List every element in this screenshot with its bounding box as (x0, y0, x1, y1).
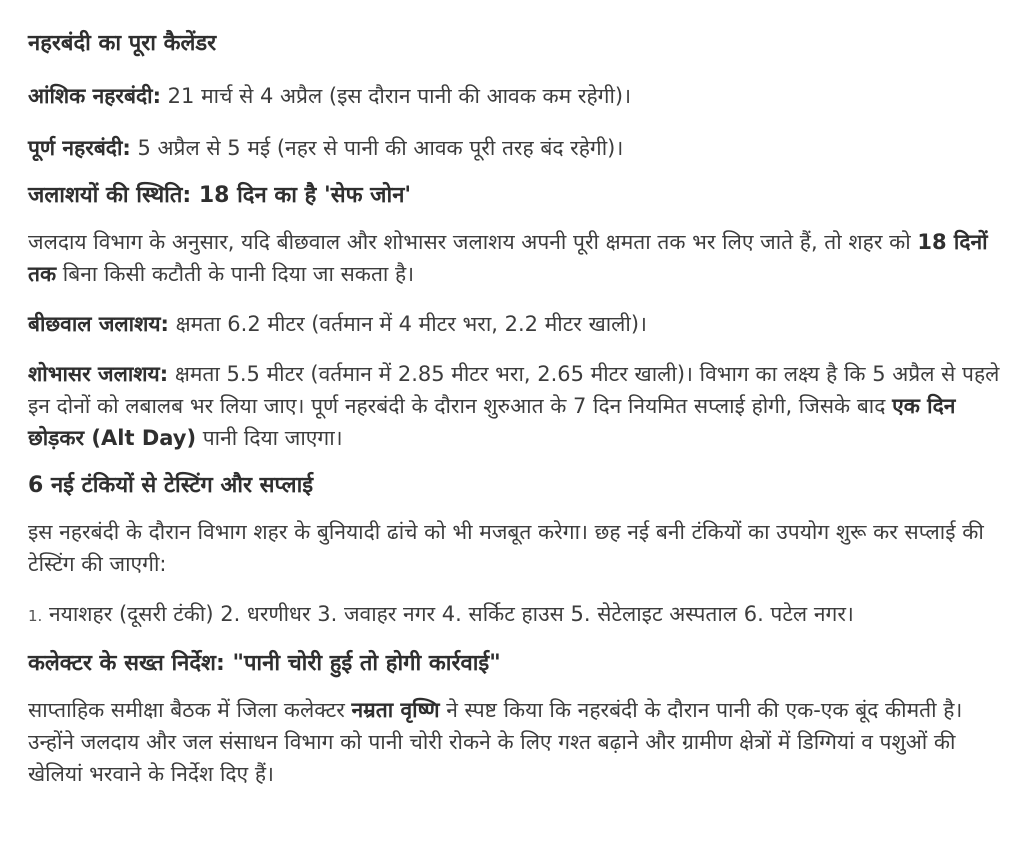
partial-closure-paragraph (28, 80, 1000, 112)
reservoir-text-start: जलदाय विभाग के अनुसार, यदि बीछवाल और शोभासर जलाशय अपनी पूरी क्षमता तक भर लिए जाते हैं, तो शहर को (28, 230, 918, 254)
article-body (28, 0, 1000, 790)
reservoir-paragraph (28, 226, 1000, 290)
heading-reservoir-status: जलाशयों की स्थिति: 18 दिन का है 'सेफ जोन' (28, 183, 412, 208)
bichhwal-text: क्षमता 6.2 मीटर (वर्तमान में 4 मीटर भरा, 2.2 मीटर खाली)। (168, 312, 648, 336)
bichhwal-label: बीछवाल जलाशय: (28, 312, 169, 336)
shobhasar-text-end: पानी दिया जाएगा। (196, 426, 343, 450)
shobhasar-label: शोभासर जलाशय: (28, 362, 169, 386)
collector-paragraph (28, 694, 1000, 790)
full-closure-label: पूर्ण नहरबंदी: (28, 136, 131, 160)
shobhasar-paragraph (28, 358, 1000, 454)
reservoir-text-end: बिना किसी कटौती के पानी दिया जा सकता है। (56, 262, 415, 286)
collector-text-end: ने स्पष्ट किया कि नहरबंदी के दौरान पानी की एक-एक बूंद कीमती है। उन्होंने जलदाय और जल संसाधन विभाग को पानी चोरी रोकने के लिए गश्त बढ़ाने और ग्रामीण क्षेत्रों में डिग्गियां व पशुओं की खेलियां भरवाने के निर्देश दिए हैं। (28, 698, 963, 786)
heading-collector-directive: कलेक्टर के सख्त निर्देश: "पानी चोरी हुई तो होगी कार्रवाई" (28, 651, 501, 676)
tanks-list-text: नयाशहर (दूसरी टंकी) 2. धरणीधर 3. जवाहर नगर 4. सर्किट हाउस 5. सेटेलाइट अस्पताल 6. पटेल नगर। (42, 602, 854, 626)
tanks-list-number: 1. (28, 607, 43, 625)
heading-canal-closure-calendar: नहरबंदी का पूरा कैलेंडर (28, 31, 217, 56)
collector-name-bold: नम्रता वृष्णि (351, 698, 440, 722)
tanks-paragraph: इस नहरबंदी के दौरान विभाग शहर के बुनियादी ढांचे को भी मजबूत करेगा। छह नई बनी टंकियों का उपयोग शुरू कर सप्लाई की टेस्टिंग की जाएगी: (28, 520, 984, 576)
partial-closure-text: 21 मार्च से 4 अप्रैल (इस दौरान पानी की आवक कम रहेगी)। (161, 84, 632, 108)
collector-text-start: साप्ताहिक समीक्षा बैठक में जिला कलेक्टर (28, 698, 352, 722)
shobhasar-text-start: क्षमता 5.5 मीटर (वर्तमान में 2.85 मीटर भरा, 2.65 मीटर खाली)। विभाग का लक्ष्य है कि 5 अप्रैल से पहले इन दोनों को लबालब भर लिया जाए। पूर्ण नहरबंदी के दौरान शुरुआत के 7 दिन नियमित सप्लाई होगी, जिसके बाद (28, 362, 1000, 418)
full-closure-text: 5 अप्रैल से 5 मई (नहर से पानी की आवक पूरी तरह बंद रहेगी)। (130, 136, 624, 160)
shobhasar-alt-day-bold: एक दिन छोड़कर (Alt Day) (28, 394, 956, 450)
heading-new-tanks: 6 नई टंकियों से टेस्टिंग और सप्लाई (28, 473, 314, 498)
tanks-list (28, 598, 1000, 632)
top-cut-text (28, 0, 1000, 6)
full-closure-paragraph (28, 132, 1000, 164)
reservoir-days-bold: 18 दिनों तक (28, 230, 988, 286)
partial-closure-label: आंशिक नहरबंदी: (28, 84, 161, 108)
bichhwal-paragraph (28, 308, 1000, 340)
